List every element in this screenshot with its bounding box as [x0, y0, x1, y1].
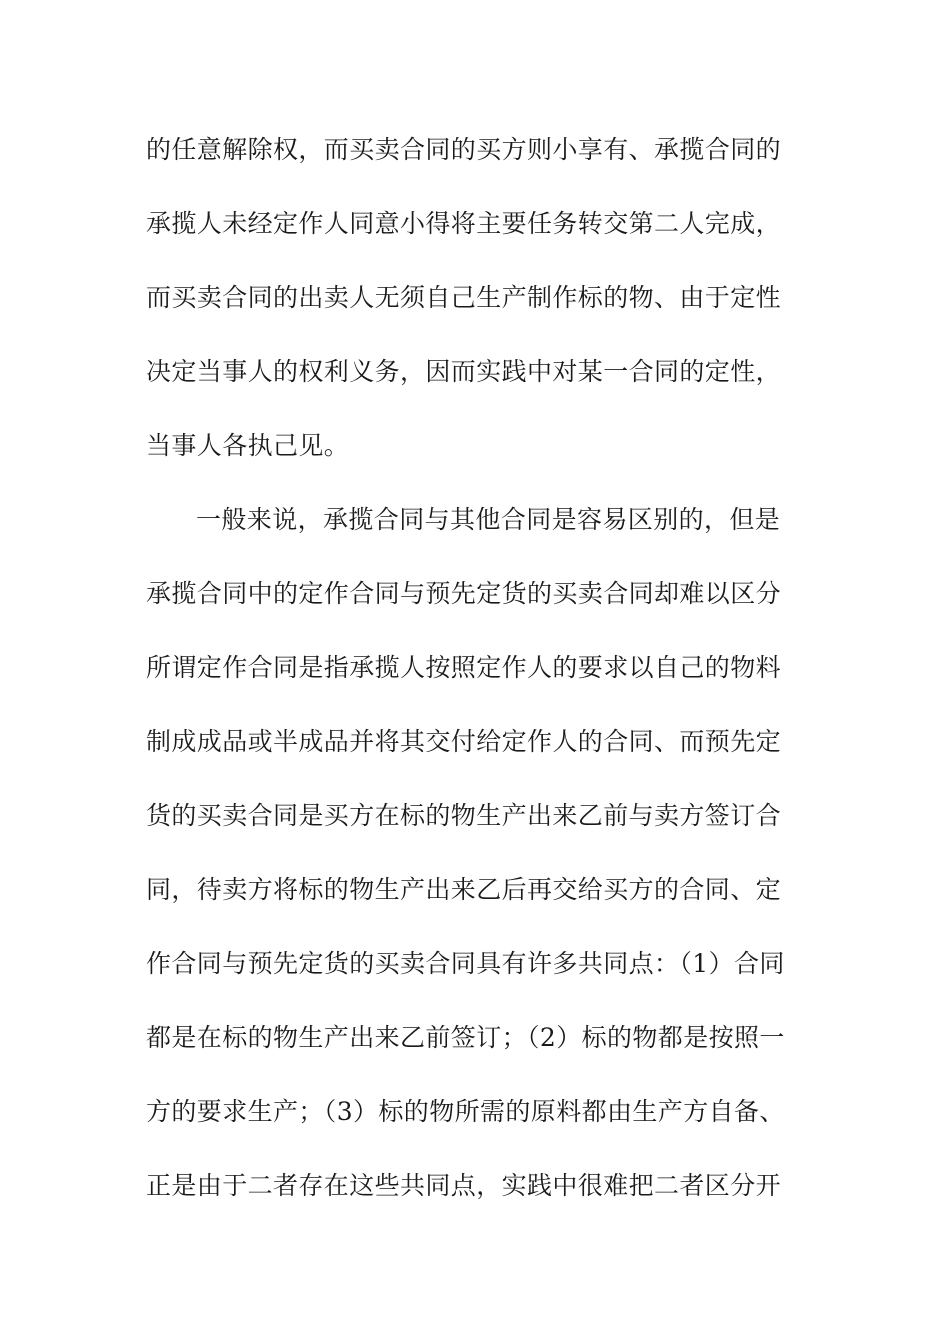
text-line: 而买卖合同的出卖人无须自己生产制作标的物、由于定性	[146, 283, 782, 312]
text-line: 货的买卖合同是买方在标的物生产出来乙前与卖方签订合	[146, 801, 782, 830]
paragraph-first-line: 一般来说，承揽合同与其他合同是容易区别的，但是	[196, 505, 781, 534]
text-line: 正是由于二者存在这些共同点，实践中很难把二者区分开	[146, 1171, 782, 1200]
text-line: 决定当事人的权利义务，因而实践中对某一合同的定性，	[146, 357, 782, 386]
text-line: 都是在标的物生产出来乙前签订；（2）标的物都是按照一	[146, 1023, 785, 1052]
body-text	[146, 125, 806, 1235]
text-line: 承揽人未经定作人同意小得将主要任务转交第二人完成，	[146, 209, 782, 238]
text-line: 所谓定作合同是指承揽人按照定作人的要求以自己的物料	[146, 653, 782, 682]
text-line: 方的要求生产；（3）标的物所需的原料都由生产方自备、	[146, 1097, 785, 1126]
text-line: 承揽合同中的定作合同与预先定货的买卖合同却难以区分	[146, 579, 782, 608]
text-line: 制成成品或半成品并将其交付给定作人的合同、而预先定	[146, 727, 782, 756]
text-line: 作合同与预先定货的买卖合同具有许多共同点：（1）合同	[146, 949, 785, 978]
text-line: 的任意解除权，而买卖合同的买方则小享有、承揽合同的	[146, 135, 782, 164]
text-line: 同，待卖方将标的物生产出来乙后再交给买方的合同、定	[146, 875, 782, 904]
text-line: 当事人各执己见。	[146, 431, 350, 460]
